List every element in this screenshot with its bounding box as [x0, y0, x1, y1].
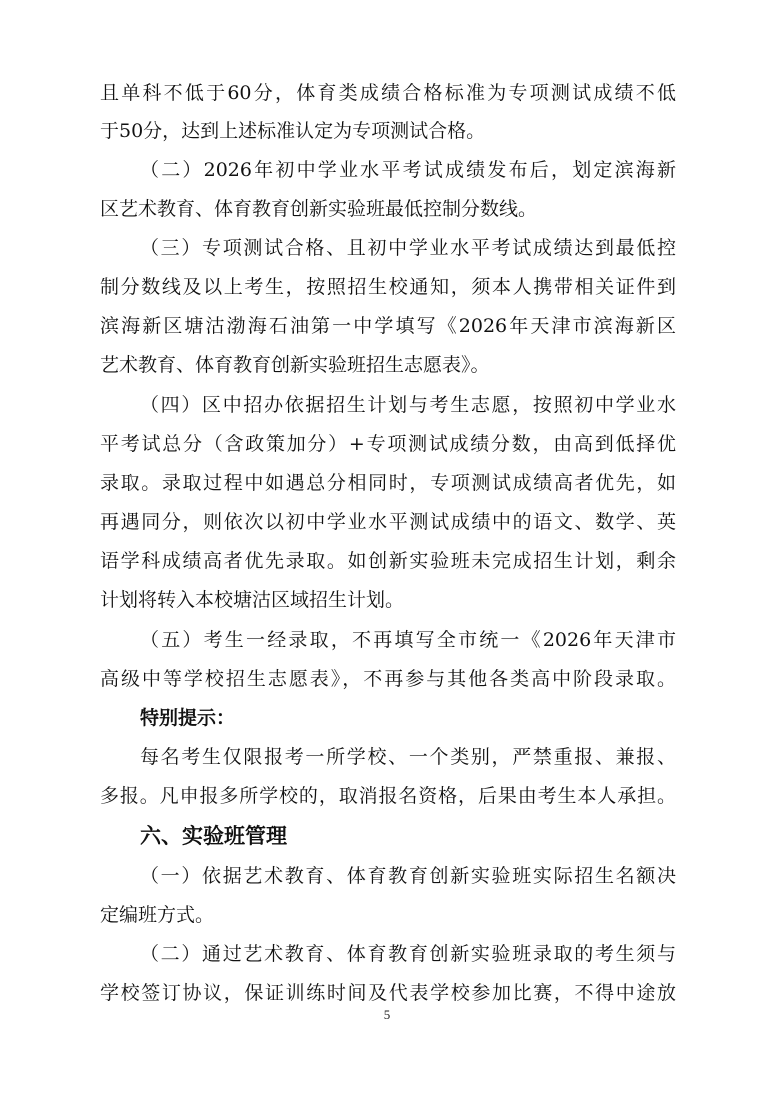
- body-text-line: 学校签订协议，保证训练时间及代表学校参加比赛，不得中途放: [100, 982, 676, 1004]
- section-heading: 六、实验班管理: [140, 824, 287, 848]
- paragraph-4-line: （四）区中招办依据招生计划与考生志愿，按照初中学业水: [140, 394, 676, 416]
- body-text-line: 且单科不低于60分，体育类成绩合格标准为专项测试成绩不低: [100, 82, 676, 104]
- paragraph-2-line: （二）2026年初中学业水平考试成绩发布后，划定滨海新: [140, 159, 676, 181]
- special-notice-heading: 特别提示：: [140, 707, 236, 729]
- body-text-line: 再遇同分，则依次以初中学业水平测试成绩中的语文、数学、英: [100, 511, 676, 533]
- body-text-line: 计划将转入本校塘沽区域招生计划。: [100, 589, 405, 611]
- body-text-line: 高级中等学校招生志愿表》，不再参与其他各类高中阶段录取。: [100, 668, 676, 690]
- body-text-line: 制分数线及以上考生，按照招生校通知，须本人携带相关证件到: [100, 276, 676, 298]
- page-number: 5: [383, 1007, 391, 1022]
- body-text-line: 语学科成绩高者优先录取。如创新实验班未完成招生计划，剩余: [100, 550, 676, 572]
- body-text-line: 平考试总分（含政策加分）+专项测试成绩分数，由高到低择优: [100, 433, 676, 455]
- body-text-line: 区艺术教育、体育教育创新实验班最低控制分数线。: [100, 198, 538, 220]
- paragraph-6-1-line: （一）依据艺术教育、体育教育创新实验班实际招生名额决: [140, 865, 676, 887]
- paragraph-3-line: （三）专项测试合格、且初中学业水平考试成绩达到最低控: [140, 237, 676, 259]
- paragraph-5-line: （五）考生一经录取，不再填写全市统一《2026年天津市: [140, 629, 676, 651]
- body-text-line: 录取。录取过程中如遇总分相同时，专项测试成绩高者优先，如: [100, 472, 676, 494]
- notice-text-line: 每名考生仅限报考一所学校、一个类别，严禁重报、兼报、: [140, 746, 676, 768]
- body-text-line: 定编班方式。: [100, 904, 215, 926]
- body-text-line: 于50分，达到上述标准认定为专项测试合格。: [100, 120, 486, 142]
- paragraph-6-2-line: （二）通过艺术教育、体育教育创新实验班录取的考生须与: [140, 943, 676, 965]
- notice-text-line: 多报。凡申报多所学校的，取消报名资格，后果由考生本人承担。: [100, 785, 676, 807]
- body-text-line: 艺术教育、体育教育创新实验班招生志愿表》。: [100, 354, 490, 376]
- body-text-line: 滨海新区塘沽渤海石油第一中学填写《2026年天津市滨海新区: [100, 315, 676, 337]
